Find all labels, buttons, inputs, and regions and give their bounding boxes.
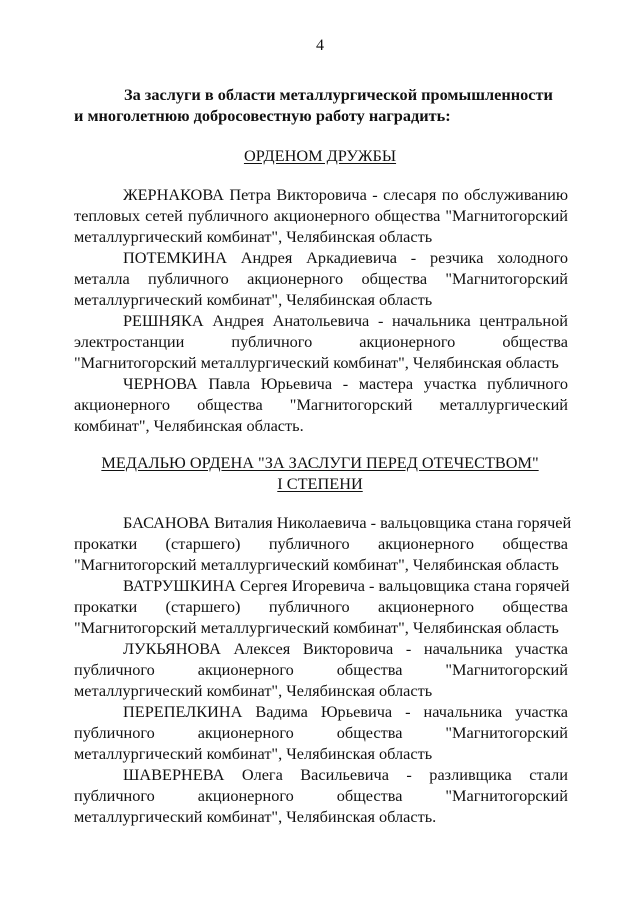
entry-line: металлургический комбинат", Челябинская область — [74, 227, 433, 246]
award-entry — [74, 373, 568, 436]
entry-line: металлургический комбинат", Челябинская область — [74, 744, 433, 763]
entry-line: ЛУКЬЯНОВА Алексея Викторовича - начальника участка — [123, 639, 568, 658]
award-entry — [74, 764, 568, 827]
entry-line: РЕШНЯКА Андрея Анатольевича - начальника центральной — [123, 311, 568, 330]
entry-line: металлургический комбинат", Челябинская область — [74, 290, 433, 309]
page-number: 4 — [316, 37, 324, 54]
award-entry — [74, 701, 568, 764]
entry-line: комбинат", Челябинская область. — [74, 416, 304, 435]
entry-line: "Магнитогорский металлургический комбинат", Челябинская область — [74, 353, 559, 372]
award-entry — [74, 184, 568, 247]
entry-line: электростанции публичного акционерного общества — [74, 332, 568, 351]
entry-line: ЧЕРНОВА Павла Юрьевича - мастера участка публичного — [123, 374, 568, 393]
entry-line: "Магнитогорский металлургический комбинат", Челябинская область — [74, 555, 559, 574]
award-entry — [74, 512, 572, 575]
section-heading-order-of-friendship — [0, 145, 640, 166]
entry-line: публичного акционерного общества "Магнитогорский — [74, 786, 568, 805]
section-heading-medal-of-order — [0, 452, 640, 494]
section-heading-text: ОРДЕНОМ ДРУЖБЫ — [243, 146, 397, 165]
award-list-order-of-friendship — [74, 184, 568, 436]
entry-line: БАСАНОВА Виталия Николаевича - вальцовщика стана горячей — [123, 513, 572, 532]
award-list-medal-of-order — [74, 512, 572, 827]
intro-paragraph — [74, 84, 570, 126]
entry-line: металлургический комбинат", Челябинская область — [74, 681, 433, 700]
entry-line: ПОТЕМКИНА Андрея Аркадиевича - резчика холодного — [123, 248, 568, 267]
award-entry — [74, 638, 568, 701]
section-heading-text: МЕДАЛЬЮ ОРДЕНА "ЗА ЗАСЛУГИ ПЕРЕД ОТЕЧЕСТВОМ" — [101, 453, 539, 472]
entry-line: металла публичного акционерного общества "Магнитогорский — [74, 269, 568, 288]
entry-line: металлургический комбинат", Челябинская область. — [74, 807, 437, 826]
entry-line: публичного акционерного общества "Магнитогорский — [74, 660, 568, 679]
entry-line: ШАВЕРНЕВА Олега Васильевича - разливщика стали — [123, 765, 568, 784]
entry-line: прокатки (старшего) публичного акционерного общества — [74, 597, 568, 616]
award-entry — [74, 575, 568, 638]
section-heading-text: I СТЕПЕНИ — [277, 474, 363, 493]
entry-line: прокатки (старшего) публичного акционерного общества — [74, 534, 568, 553]
entry-line: акционерного общества "Магнитогорский металлургический — [74, 395, 568, 414]
award-entry — [74, 310, 568, 373]
intro-line: и многолетнюю добросовестную работу наградить: — [74, 106, 451, 125]
award-entry — [74, 247, 568, 310]
entry-line: публичного акционерного общества "Магнитогорский — [74, 723, 568, 742]
entry-line: ПЕРЕПЕЛКИНА Вадима Юрьевича - начальника участка — [123, 702, 568, 721]
entry-line: тепловых сетей публичного акционерного общества "Магнитогорский — [74, 206, 568, 225]
entry-line: ВАТРУШКИНА Сергея Игоревича - вальцовщика стана горячей — [123, 576, 570, 595]
intro-line: За заслуги в области металлургической промышленности — [124, 85, 553, 104]
entry-line: "Магнитогорский металлургический комбинат", Челябинская область — [74, 618, 559, 637]
entry-line: ЖЕРНАКОВА Петра Викторовича - слесаря по обслуживанию — [123, 185, 568, 204]
